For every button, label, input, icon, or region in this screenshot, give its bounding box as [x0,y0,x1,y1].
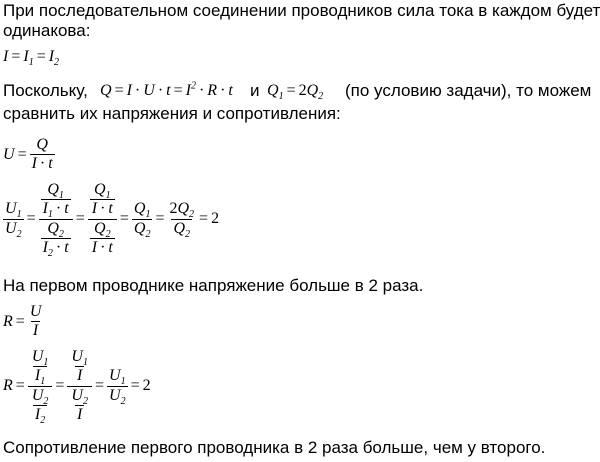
formula-heat: $Q = I \cdot U \cdot t = I^2 \cdot R \cdot t$ [100,80,233,99]
paragraph-resistance-result: Сопротивление первого проводника в 2 раза больше, чем у второго. [3,438,546,457]
formula-resistance: R = $\frac{U}{I}$ [3,303,42,340]
formula-q-ratio: $Q_1 = 2Q_2$ [267,82,324,103]
paragraph-since-prefix: Поскольку, [3,81,88,100]
paragraph-line-1: При последовательном соединении проводников сила тока в каждом будет [3,1,600,20]
paragraph-voltage-result: На первом проводнике напряжение больше в 2 раза. [3,276,424,295]
formula-voltage: U = $\frac{Q}{I \cdot t}$ [3,136,53,173]
paragraph-line-2: одинакова: [3,21,91,40]
formula-voltage-ratio: $\frac{U_1}{U_2}$ = $\frac{\frac{Q_1}{I_1 \cdot t}}{\frac{Q_2}{I_2 \cdot t}}$ = $\frac{\frac{Q_1}{I \cdot t}}{\frac{Q_2}{I \cdot t}}$ = $\frac{Q_1}{Q_2}$ = $\frac{2Q_2}{Q_2}$ = 2 [5,181,220,260]
paragraph-and: и [250,81,260,100]
paragraph-condition: (по условию задачи), то можем [345,81,592,100]
paragraph-compare: сравнить их напряжения и сопротивления: [3,104,341,123]
formula-resistance-ratio: R = $\frac{\frac{U_1}{I_1}}{\frac{U_2}{I_2}}$ = $\frac{\frac{U_1}{I}}{\frac{U_2}{I}}$ = $\frac{U_1}{U_2}$ = 2 [3,348,151,427]
formula-current-equality: $I = I_1 = I_2$ [3,48,60,69]
